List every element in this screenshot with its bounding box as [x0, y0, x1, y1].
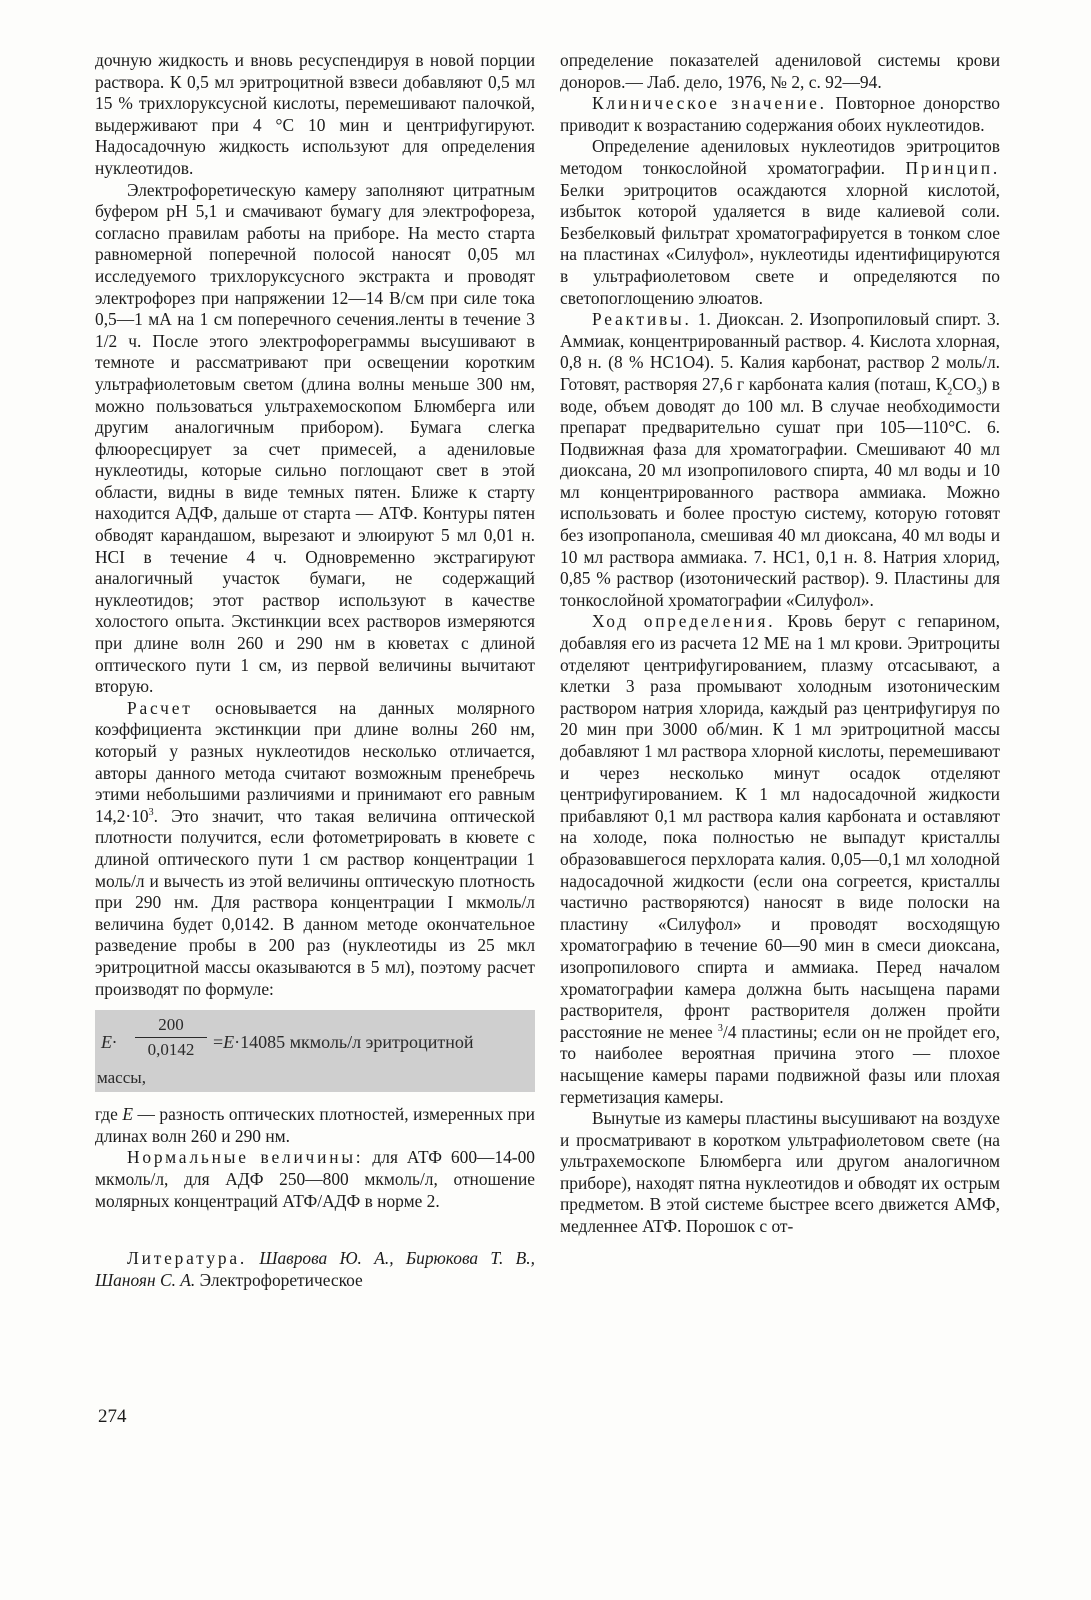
paragraph-where-e: где Е — разность оптических плотностей, измеренных при длинах волн 260 и 290 нм.: [95, 1104, 535, 1146]
paragraph-drying: Вынутые из камеры пластины высушивают на воздухе и просматривают в коротком ультрафиолетовом свете (на ультрахемоскопе Блюмберга или другом аналогичном приборе), находят пятна нуклеотидов и обводят их острым предметом. В этой системе быстрее всего движется АМФ, медленнее АТФ. Порошок с от-: [560, 1108, 1000, 1237]
page-number: 274: [98, 1406, 127, 1427]
literature-heading: Литература.: [127, 1248, 248, 1269]
formula-e: E·: [101, 1032, 117, 1053]
reagents-heading: Реактивы.: [592, 309, 692, 330]
paragraph-calculation: Расчет основывается на данных молярного коэффициента экстинкции при длине волны 260 нм, который у разных нуклеотидов несколько отличается, авторы данного метода считают возможным пренебречь этими небольшими различиями и принимают его равным $14,2\cdot 10^3$. Это значит, что такая величина оптической плотности получится, если фотометрировать в кювете с длиной оптического пути 1 см раствор концентрации 1 моль/л и вычесть из этой величины оптическую плотность при 290 нм. Для раствора концентрации I мкмоль/л величина будет 0,0142. В данном методе окончательное разведение пробы в 200 раз (нуклеотиды из 25 мкл эритроцитной массы оказываются в 5 мл), поэтому расчет производят по формуле:: [95, 697, 535, 999]
formula-result: =E·14085 мкмоль/л эритроцитной: [213, 1032, 474, 1053]
formula-block: [95, 1010, 535, 1092]
left-column: [95, 50, 535, 1291]
calculation-heading: Расчет: [127, 697, 193, 718]
formula-fraction: [135, 1014, 207, 1060]
paragraph-electrophoresis: Электрофоретическую камеру заполняют цитратным буфером рН 5,1 и смачивают бумагу для электрофореза, согласно правилам работы на приборе. На место старта равномерной поперечной полосой наносят 0,05 мл исследуемого трихлоруксусного экстракта и проводят электрофорез при напряжении 12—14 В/см при силе тока 0,5—1 мА на 1 см поперечного сечения.ленты в течение 3 1/2 ч. После этого электрофореграммы высушивают в темноте и рассматривают при освещении коротким ультрафиолетовым светом (длина волны меньше 300 нм, можно пользоваться ультрахемоскопом Блюмберга или другим аналогичным прибором). Бумага слегка флюоресцирует за счет примесей, а адениловые нуклеотиды, которые сильно поглощают свет в этой области, видны в виде темных пятен. Ближе к старту находится АДФ, дальше от старта — АТФ. Контуры пятен обводят карандашом, вырезают и элюируют 5 мл 0,01 н. НСI в течение 4 ч. Одновременно экстрагируют аналогичный участок бумаги, не содержащий нуклеотидов; этот раствор используют в качестве холостого опыта. Экстинкции всех растворов измеряются при длине волн 260 и 290 нм в кюветах с длиной оптического пути 1 см, из первой величины вычитают вторую.: [95, 179, 535, 697]
principle-heading: Принцип.: [905, 157, 1000, 178]
paragraph-normal-values: Нормальные величины: для АТФ 600—14-00 мкмоль/л, для АДФ 250—800 мкмоль/л, отношение молярных концентраций АТФ/АДФ в норме 2.: [95, 1147, 535, 1211]
right-column: [560, 50, 1000, 1238]
paragraph-literature: Литература. Шаврова Ю. А., Бирюкова Т. В., Шаноян С. А. Электрофоретическое: [95, 1248, 535, 1290]
procedure-heading: Ход определения.: [592, 611, 776, 632]
formula-tail: массы,: [97, 1068, 146, 1088]
paragraph-clinical: Клиническое значение. Повторное донорство приводит к возрастанию содержания обоих нуклеотидов.: [560, 93, 1000, 135]
clinical-heading: Клиническое значение.: [592, 93, 827, 114]
paragraph-reagents: Реактивы. 1. Диоксан. 2. Изопропиловый спирт. 3. Аммиак, концентрированный раствор. 4. Кислота хлорная, 0,8 н. (8 % НС1О4). 5. Калия карбонат, раствор 2 моль/л. Готовят, растворяя 27,6 г карбоната калия (поташ, $К_2СО_3$) в воде, объем доводят до 100 мл. В случае необходимости препарат предварительно сушат при 105—110°С. 6. Подвижная фаза для хроматографии. Смешивают 40 мл диоксана, 20 мл изопропилового спирта, 40 мл воды и 10 мл концентрированного раствора аммиака. Можно использовать и более простую систему, которую готовят без изопропанола, смешивая 40 мл диоксана, 40 мл воды и 10 мл раствора аммиака. 7. НС1, 0,1 н. 8. Натрия хлорид, 0,85 % раствор (изотонический раствор). 9. Пластины для тонкослойной хроматографии «Силуфол».: [560, 309, 1000, 610]
normal-values-heading: Нормальные величины:: [127, 1147, 364, 1168]
paragraph-sample-prep: дочную жидкость и вновь ресуспендируя в новой порции раствора. К 0,5 мл эритроцитной взвеси добавляют 0,5 мл 15 % трихлоруксусной кислоты, перемешивают палочкой, выдерживают при 4 °С 10 мин и центрифугируют. Надосадочную жидкость используют для определения нуклеотидов.: [95, 50, 535, 178]
paragraph-tlc-method: Определение адениловых нуклеотидов эритроцитов методом тонкослойной хроматографии. Принцип. Белки эритроцитов осаждаются хлорной кислотой, избыток которой удаляется в виде калиевой соли. Безбелковый фильтрат хроматографируется в тонком слое на пластинах «Силуфол», нуклеотиды идентифицируются в ультрафиолетовом свете и определяются по светопоглощению элюатов.: [560, 136, 1000, 308]
formula-denominator: 0,0142: [147, 1039, 195, 1059]
paragraph-literature-cont: определение показателей адениловой системы крови доноров.— Лаб. дело, 1976, № 2, с. 92—94.: [560, 50, 1000, 92]
paragraph-procedure: Ход определения. Кровь берут с гепарином, добавляя его из расчета 12 МЕ на 1 мл крови. Эритроциты отделяют центрифугированием, плазму отсасывают, а клетки 3 раза промывают холодным изотоническим раствором натрия хлорида, каждый раз центрифугируя по 20 мин при 3000 об/мин. К 1 мл эритроцитной массы добавляют 1 мл раствора хлорной кислоты, перемешивают и через несколько минут осадок отделяют центрифугированием. К 1 мл надосадочной жидкости прибавляют 0,1 мл раствора калия карбоната и оставляют на холоде, пока полностью не выпадут кристаллы образовавшегося перхлората калия. 0,05—0,1 мл холодной надосадочной жидкости (если она согреется, кристаллы частично растворяются) наносят в виде полоски на пластину «Силуфол» и проводят восходящую хроматографию в течение 60—90 мин в смеси диоксана, изопропилового спирта и аммиака. Перед началом хроматографии камера должна быть насыщена парами растворителя, фронт растворителя должен пройти расстояние не менее $^3$/4 пластины; если он не пройдет его, то наиболее вероятная причина этого — плохое насыщение камеры парами подвижной фазы или плохая герметизация камеры.: [560, 611, 1001, 1107]
formula-numerator: 200: [135, 1014, 207, 1038]
